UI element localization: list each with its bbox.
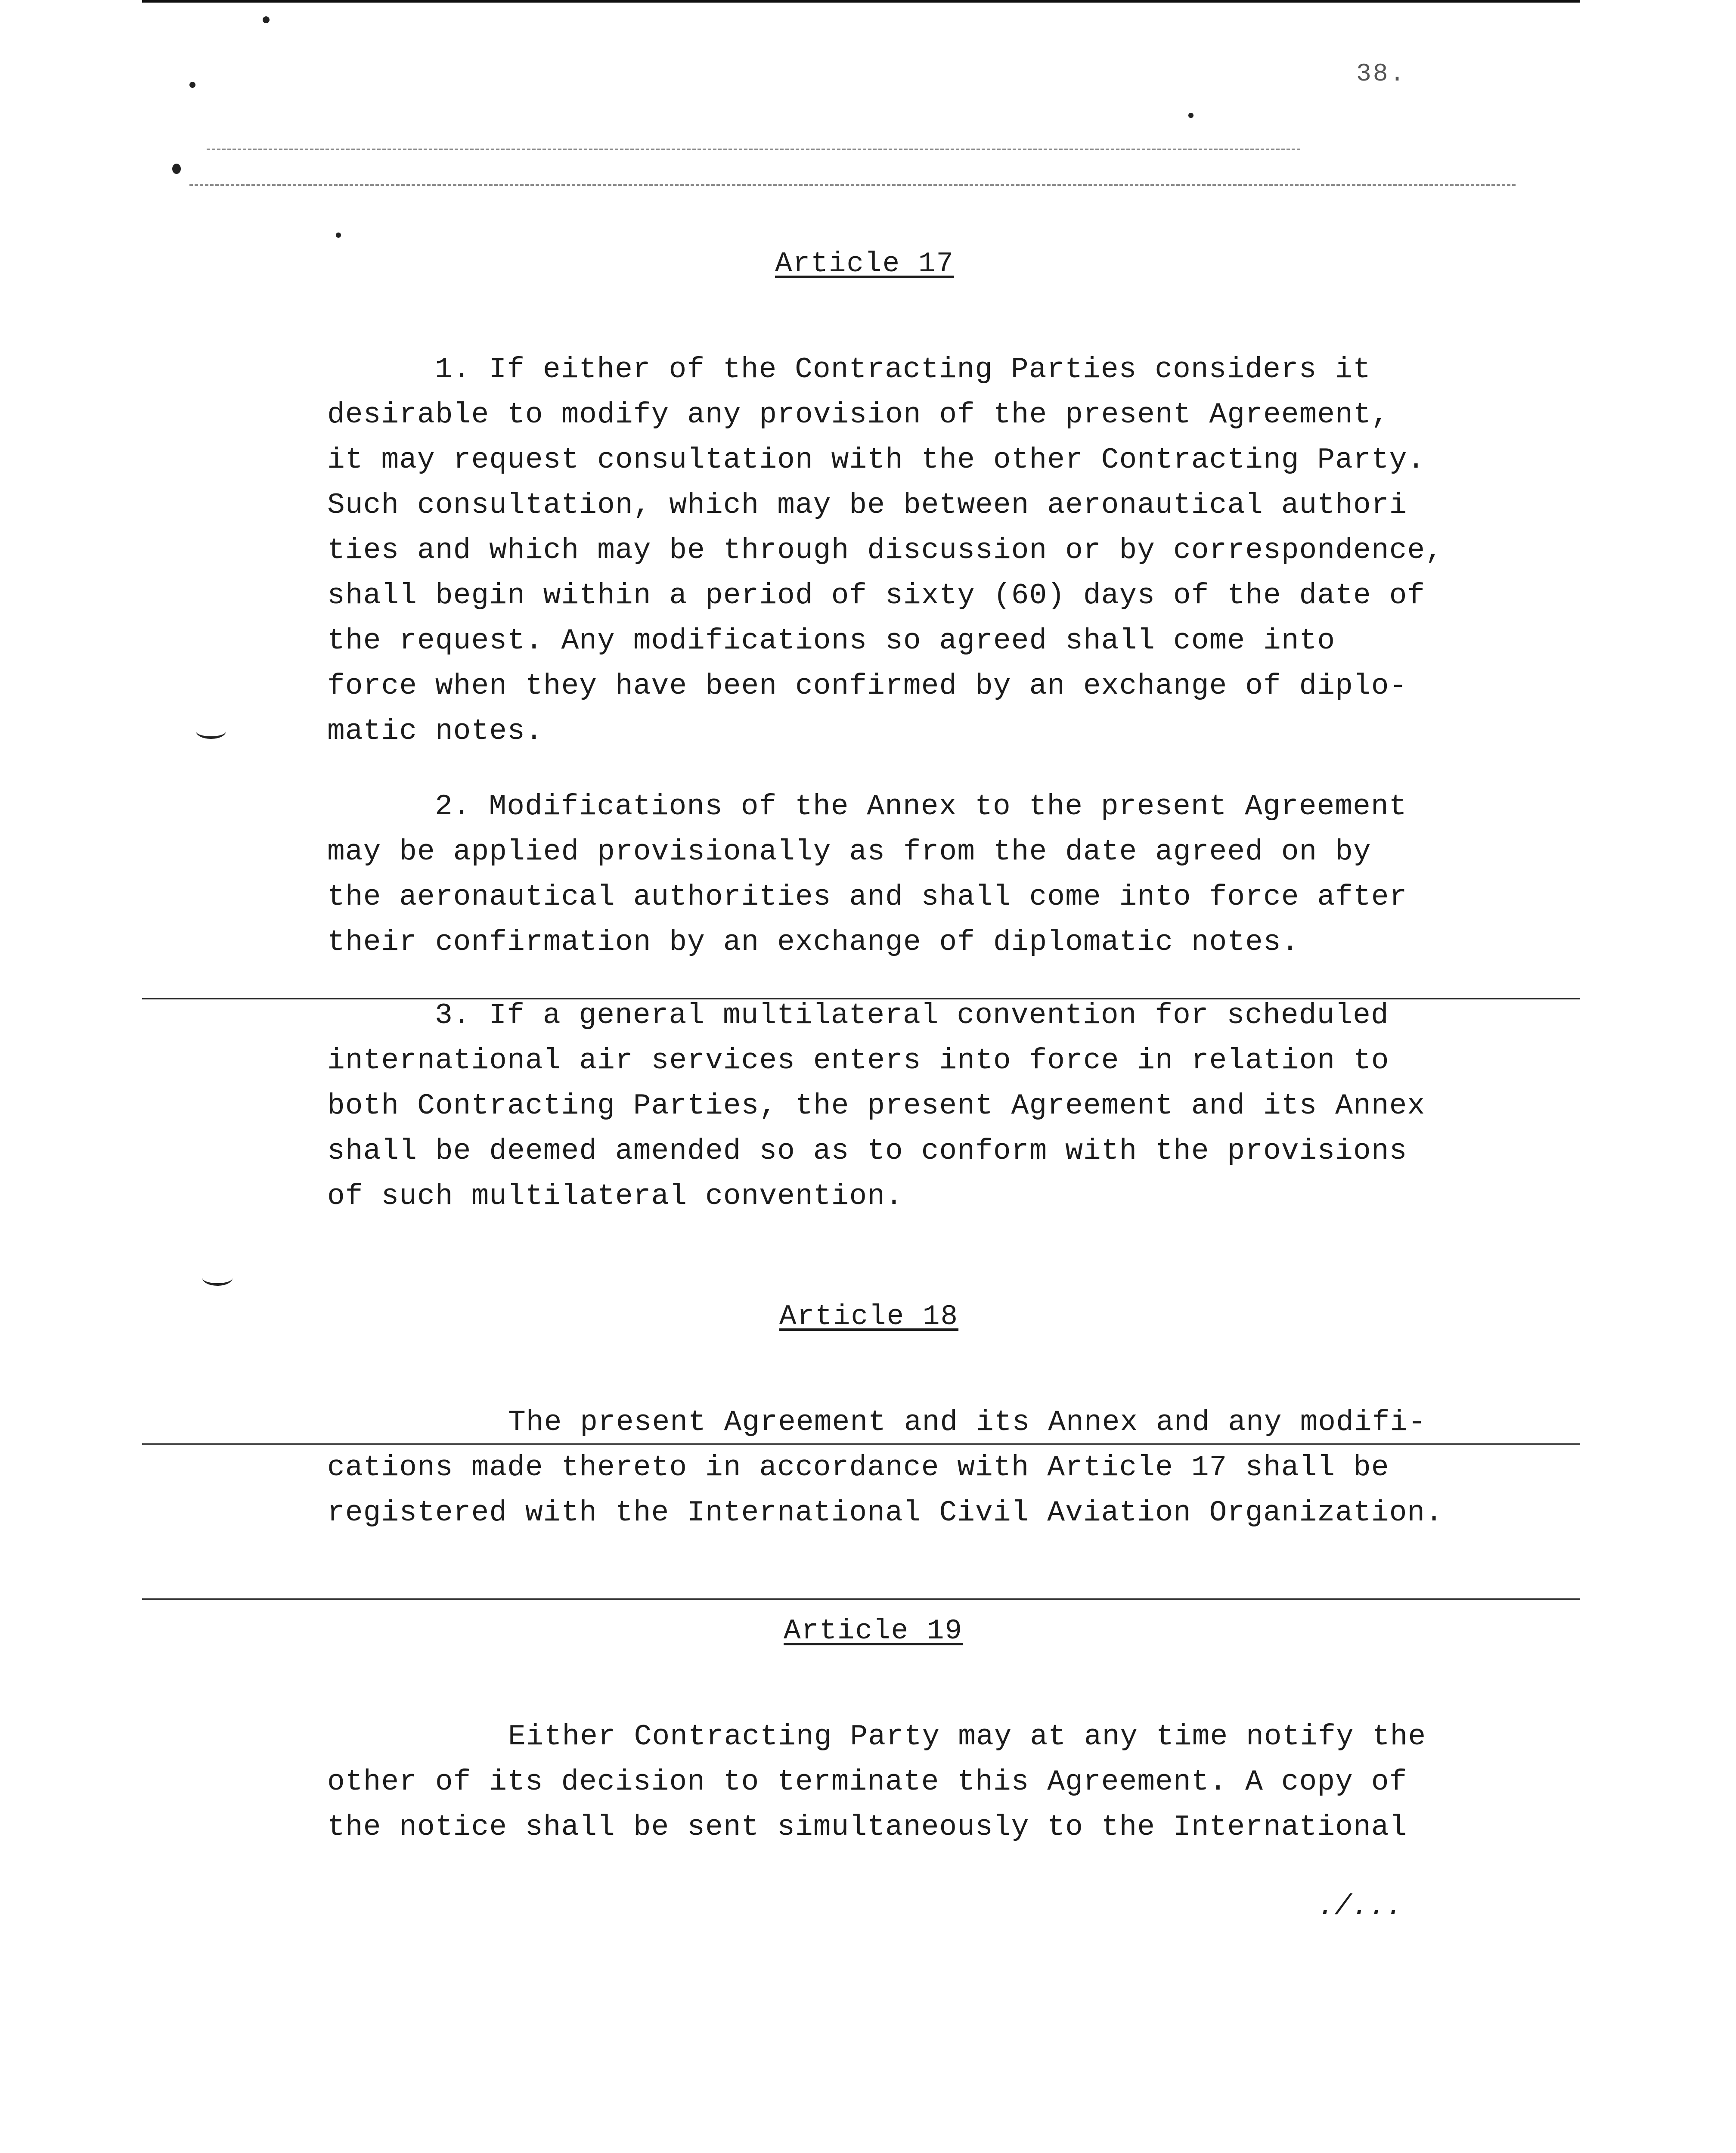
text-line: of such multilateral convention. (327, 1180, 903, 1213)
top-edge-line (142, 0, 1580, 3)
text-line: Either Contracting Party may at any time notify the (508, 1720, 1426, 1753)
text-line: 2. Modifications of the Annex to the present Agreement (435, 790, 1407, 823)
article-19-heading: Article 19 (784, 1615, 963, 1647)
text-line: 1. If either of the Contracting Parties considers it (435, 353, 1371, 386)
text-line: Such consultation, which may be between aeronautical authori (327, 489, 1407, 522)
text-line: other of its decision to terminate this Agreement. A copy of (327, 1765, 1407, 1799)
text-line: registered with the International Civil Aviation Organization. (327, 1496, 1444, 1529)
scan-mark (336, 233, 341, 238)
text-line: it may request consultation with the other Contracting Party. (327, 444, 1426, 477)
text-line: shall be deemed amended so as to conform with the provisions (327, 1135, 1407, 1168)
article-18-heading: Article 18 (779, 1300, 959, 1333)
scan-mark (263, 16, 270, 23)
page-number: 38. (1356, 60, 1407, 88)
text-line: 3. If a general multilateral convention for scheduled (435, 999, 1389, 1032)
text-line: cations made thereto in accordance with Article 17 shall be (327, 1451, 1389, 1484)
text-line: force when they have been confirmed by an exchange of diplo- (327, 670, 1407, 703)
margin-check-mark (196, 723, 226, 739)
text-line: desirable to modify any provision of the present Agreement, (327, 398, 1389, 431)
text-line: the aeronautical authorities and shall come into force after (327, 881, 1407, 914)
text-line: both Contracting Parties, the present Agreement and its Annex (327, 1089, 1426, 1123)
text-line: matic notes. (327, 715, 543, 748)
text-line: may be applied provisionally as from the date agreed on by (327, 835, 1371, 869)
article-17-heading: Article 17 (775, 248, 955, 280)
scan-mark (172, 164, 181, 174)
continuation-mark: ./... (1318, 1890, 1403, 1923)
text-line: the request. Any modifications so agreed shall come into (327, 624, 1336, 658)
scan-mark (1188, 113, 1194, 118)
scan-artifact-line (207, 149, 1300, 150)
text-line: ties and which may be through discussion or by correspondence, (327, 534, 1444, 567)
text-line: international air services enters into force in relation to (327, 1044, 1389, 1077)
scan-artifact-line (189, 184, 1516, 186)
text-line: the notice shall be sent simultaneously to the International (327, 1811, 1407, 1844)
scan-mark (189, 82, 195, 88)
text-line: shall begin within a period of sixty (60) days of the date of (327, 579, 1426, 612)
text-line: their confirmation by an exchange of diplomatic notes. (327, 926, 1299, 959)
scan-artifact-line (142, 1598, 1580, 1600)
text-line: The present Agreement and its Annex and any modifi- (508, 1406, 1426, 1439)
margin-check-mark (202, 1270, 232, 1286)
scan-artifact-line (142, 1443, 1580, 1445)
